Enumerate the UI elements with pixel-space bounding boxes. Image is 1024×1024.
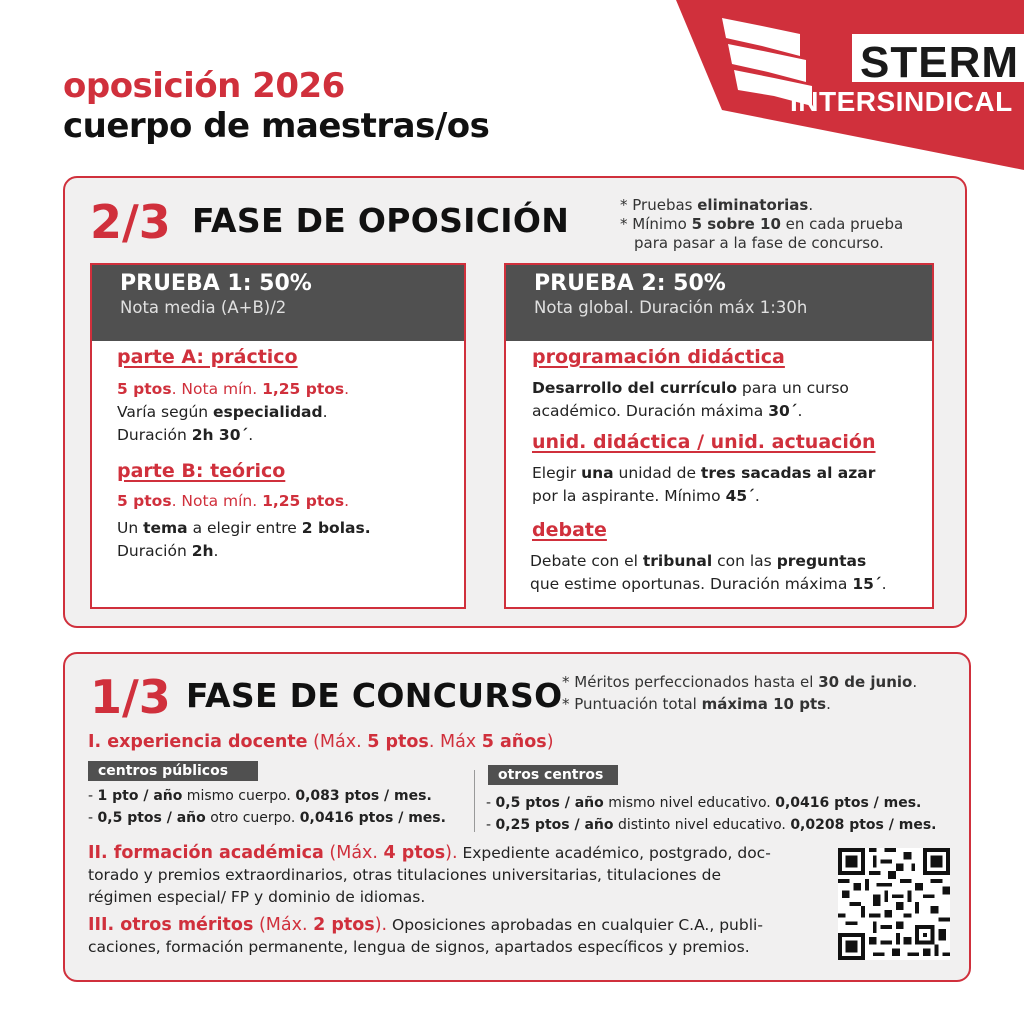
parte-a-body: 5 ptos. Nota mín. 1,25 ptos. Varía según especialidad. Duración 2h 30´.	[117, 380, 350, 444]
otros-centros-label: otros centros	[488, 765, 618, 785]
fase-concurso-title: FASE DE CONCURSO	[186, 676, 563, 715]
title-body: cuerpo de maestras/os	[63, 106, 490, 146]
prueba1-title: PRUEBA 1: 50%	[120, 271, 312, 296]
programacion-body: Desarrollo del currículo para un curso académico. Duración máxima 30´.	[532, 379, 849, 420]
prueba2-header	[506, 265, 932, 341]
otros-meritos-section: III. otros méritos (Máx. 2 ptos). Oposiciones aprobadas en cualquier C.A., publi- caciones, formación permanente, lengua de signos, apartados específicos y premios.	[88, 915, 763, 956]
centros-publicos-label: centros públicos	[88, 761, 258, 781]
fase-concurso-fraction: 1/3	[90, 670, 171, 724]
logo-text-sterm: STERM	[860, 38, 1019, 87]
centros-publicos-list: - 1 pto / año mismo cuerpo. 0,083 ptos / mes. - 0,5 ptos / año otro cuerpo. 0,0416 ptos / mes.	[88, 788, 446, 826]
parte-b-body: 5 ptos. Nota mín. 1,25 ptos. Un tema a elegir entre 2 bolas. Duración 2h.	[117, 492, 371, 560]
fase-oposicion-title: FASE DE OPOSICIÓN	[192, 201, 570, 240]
title-year: oposición 2026	[63, 66, 345, 106]
qr-code-icon[interactable]	[838, 848, 950, 960]
formacion-section: II. formación académica (Máx. 4 ptos). Expediente académico, postgrado, doc- torado y premios extraordinarios, otras titulaciones universitarias, titulaciones de régimen especial/ FP y dominio de idiomas.	[88, 843, 771, 906]
experiencia-heading: I. experiencia docente (Máx. 5 ptos. Máx 5 años)	[88, 732, 554, 752]
fase-concurso-notes: * Méritos perfeccionados hasta el 30 de junio. * Puntuación total máxima 10 pts.	[562, 673, 918, 713]
debate-body: Debate con el tribunal con las preguntas que estime oportunas. Duración máxima 15´.	[530, 552, 887, 593]
fase-oposicion-fraction: 2/3	[90, 195, 171, 249]
prueba2-subtitle: Nota global. Duración máx 1:30h	[534, 298, 808, 317]
prueba1-header	[92, 265, 464, 341]
prueba2-title: PRUEBA 2: 50%	[534, 271, 726, 296]
programacion-heading: programación didáctica	[532, 346, 785, 368]
debate-heading: debate	[532, 519, 607, 541]
experiencia-divider	[474, 770, 475, 832]
otros-centros-list: - 0,5 ptos / año mismo nivel educativo. 0,0416 ptos / mes. - 0,25 ptos / año distinto nivel educativo. 0,0208 ptos / mes.	[486, 795, 937, 833]
unidad-body: Elegir una unidad de tres sacadas al azar por la aspirante. Mínimo 45´.	[532, 464, 876, 505]
logo-text-intersindical: INTERSINDICAL	[790, 86, 1013, 117]
fase-oposicion-notes: * Pruebas eliminatorias. * Mínimo 5 sobre 10 en cada prueba para pasar a la fase de concurso.	[620, 196, 904, 252]
unidad-heading: unid. didáctica / unid. actuación	[532, 431, 876, 453]
parte-b-heading: parte B: teórico	[117, 460, 286, 482]
parte-a-heading: parte A: práctico	[117, 346, 298, 368]
prueba1-subtitle: Nota media (A+B)/2	[120, 298, 287, 317]
